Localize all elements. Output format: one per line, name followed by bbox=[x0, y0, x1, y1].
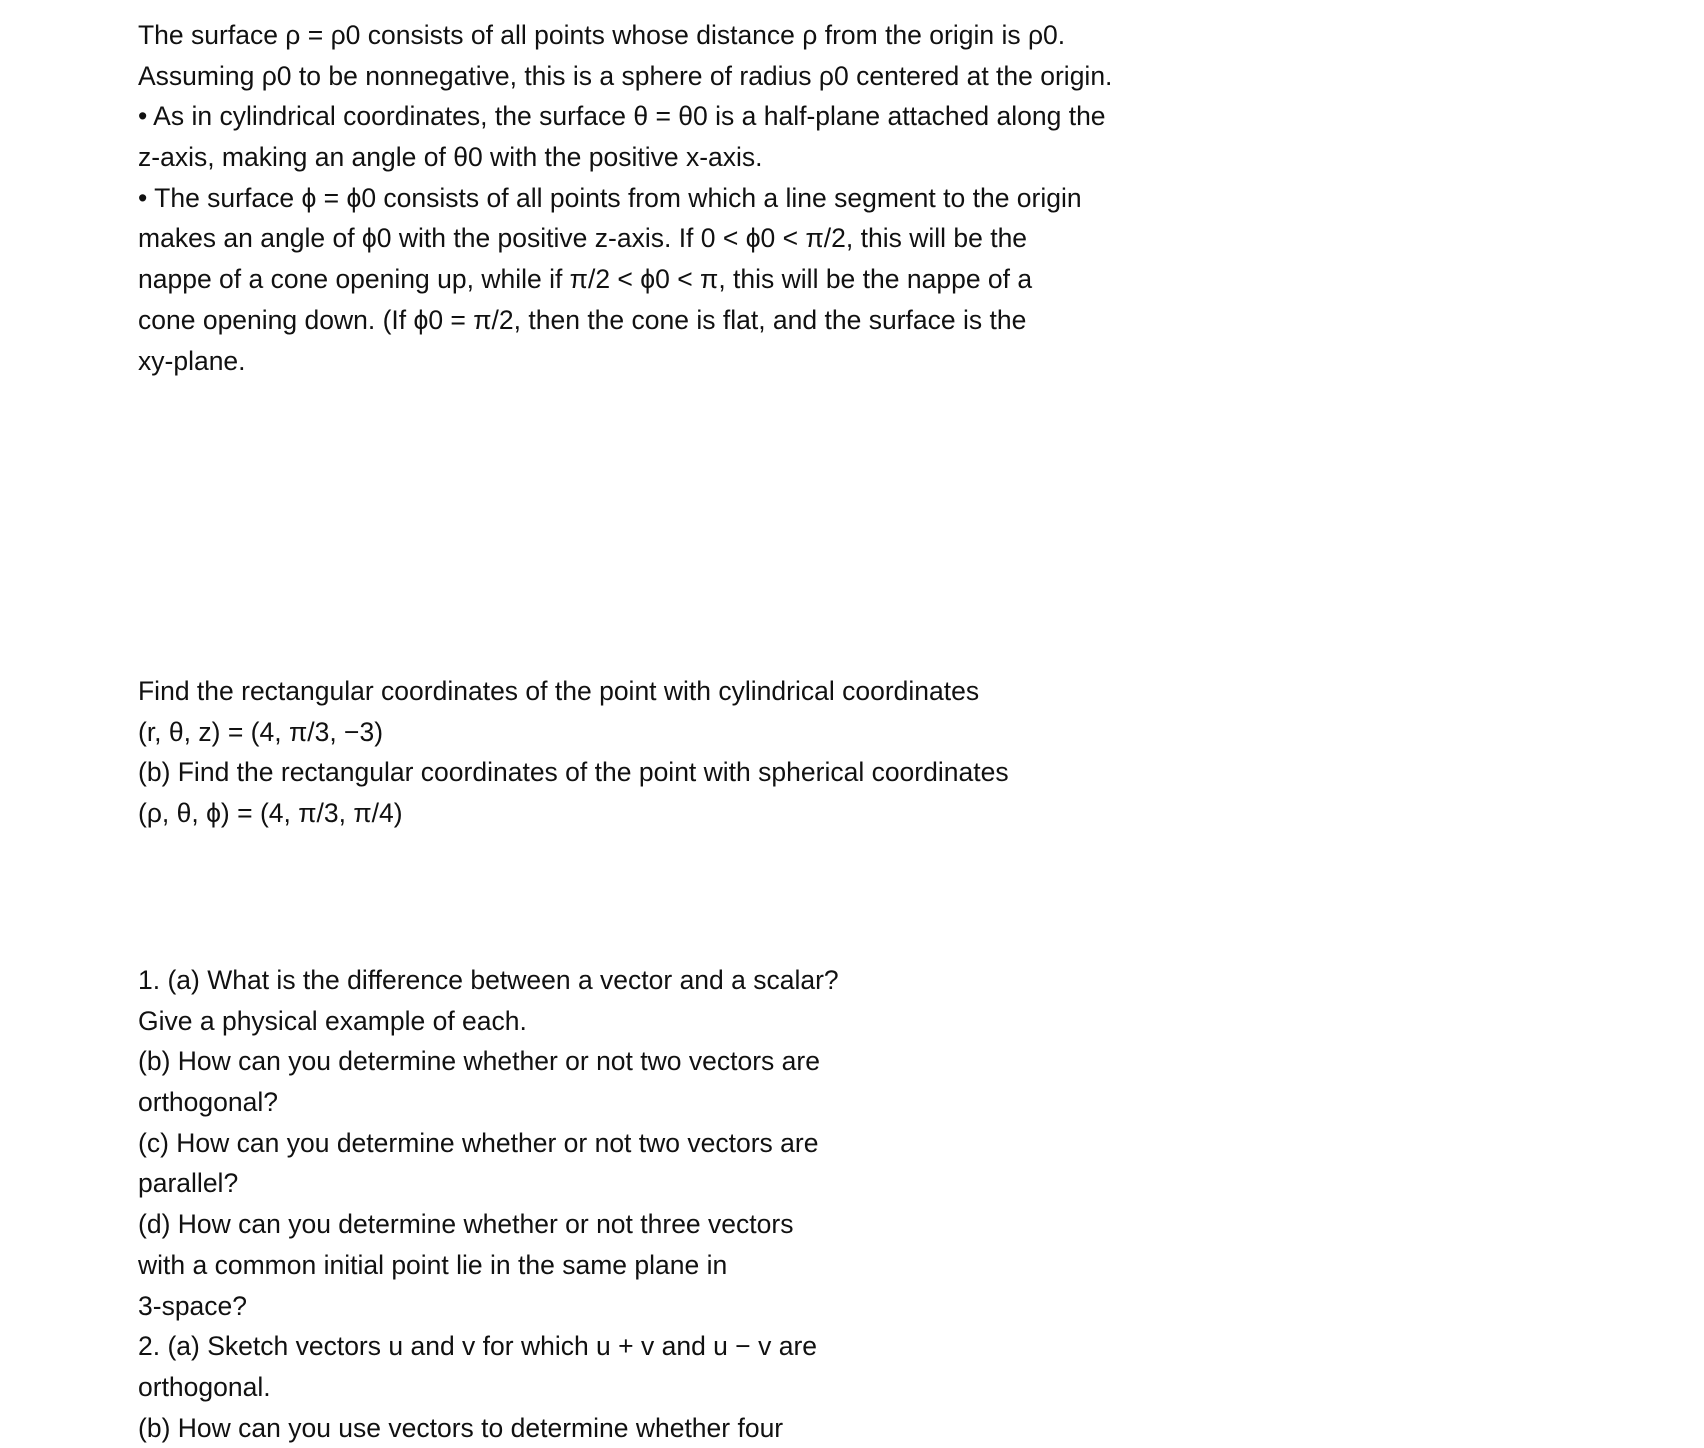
text-line: makes an angle of ϕ0 with the positive z-axis. If 0 < ϕ0 < π/2, this will be the bbox=[138, 223, 1028, 254]
text-line: 1. (a) What is the difference between a vector and a scalar? bbox=[138, 965, 839, 995]
text-line: 2. (a) Sketch vectors u and v for which u + v and u − v are bbox=[138, 1331, 818, 1362]
text-line: Assuming ρ0 to be nonnegative, this is a sphere of radius ρ0 centered at the origin. bbox=[138, 60, 1113, 91]
text-line: orthogonal? bbox=[138, 1087, 278, 1118]
text-line: • The surface ϕ = ϕ0 consists of all points from which a line segment to the origin bbox=[138, 182, 1082, 213]
text-line: 3-space? bbox=[138, 1290, 248, 1321]
text-line: (r, θ, z) = (4, π/3, −3) bbox=[138, 716, 384, 747]
text-line: (c) How can you determine whether or not two vectors are bbox=[138, 1127, 819, 1158]
text-line: (ρ, θ, ϕ) = (4, π/3, π/4) bbox=[138, 798, 403, 829]
text-line: (b) How can you use vectors to determine whether four bbox=[138, 1412, 784, 1443]
spherical-surfaces-paragraph bbox=[138, 15, 1112, 381]
text-line: cone opening down. (If ϕ0 = π/2, then the cone is flat, and the surface is the bbox=[138, 304, 1027, 335]
text-line: with a common initial point lie in the same plane in bbox=[138, 1249, 728, 1280]
text-line: nappe of a cone opening up, while if π/2 < ϕ0 < π, this will be the nappe of a bbox=[138, 264, 1033, 295]
text-line: • As in cylindrical coordinates, the surface θ = θ0 is a half-plane attached along the bbox=[138, 101, 1106, 132]
vector-questions-paragraph bbox=[138, 960, 839, 1448]
text-line: z-axis, making an angle of θ0 with the positive x-axis. bbox=[138, 142, 763, 173]
text-line: (d) How can you determine whether or not three vectors bbox=[138, 1209, 794, 1240]
text-line: orthogonal. bbox=[138, 1371, 271, 1402]
coordinates-exercise-paragraph bbox=[138, 671, 1009, 834]
text-line: Give a physical example of each. bbox=[138, 1005, 527, 1036]
text-line: parallel? bbox=[138, 1168, 239, 1199]
text-line: The surface ρ = ρ0 consists of all points whose distance ρ from the origin is ρ0. bbox=[138, 20, 1066, 50]
text-line: Find the rectangular coordinates of the point with cylindrical coordinates bbox=[138, 676, 980, 706]
text-line: xy-plane. bbox=[138, 345, 246, 376]
text-line: (b) How can you determine whether or not two vectors are bbox=[138, 1046, 820, 1077]
text-line: (b) Find the rectangular coordinates of the point with spherical coordinates bbox=[138, 757, 1009, 788]
